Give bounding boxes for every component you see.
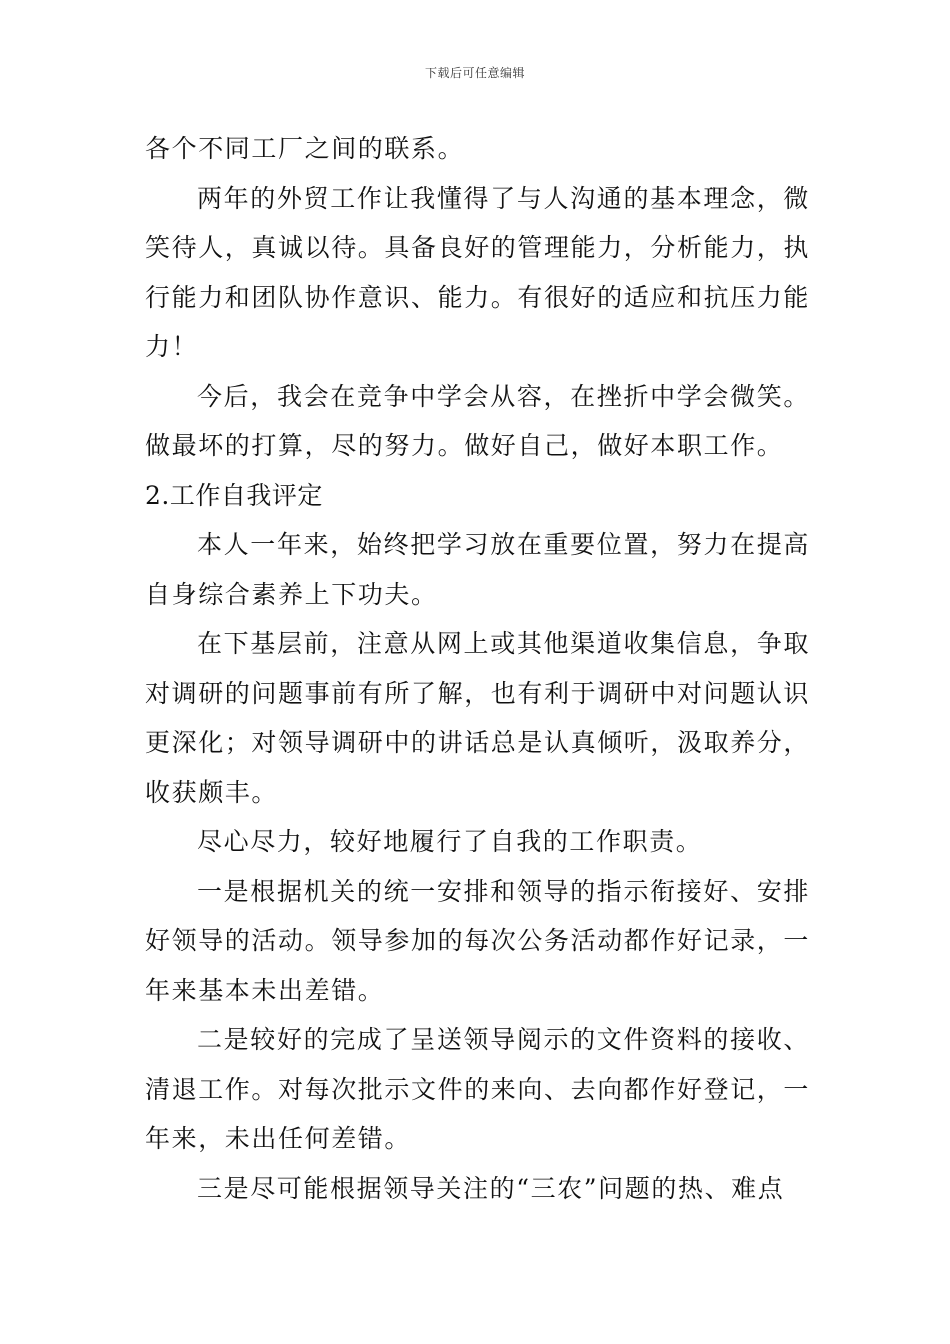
paragraph-foreign-trade: 两年的外贸工作让我懂得了与人沟通的基本理念，微笑待人，真诚以待。具备良好的管理能力，分析能力，执行能力和团队协作意识、能力。有很好的适应和抗压力能力！ bbox=[145, 183, 811, 361]
paragraph-point-one: 一是根据机关的统一安排和领导的指示衔接好、安排好领导的活动。领导参加的每次公务活动都作好记录，一年来基本未出差错。 bbox=[145, 876, 811, 1005]
paragraph-study: 本人一年来，始终把学习放在重要位置，努力在提高自身综合素养上下功夫。 bbox=[145, 530, 810, 609]
page-header: 下载后可任意编辑 bbox=[424, 66, 525, 80]
section-heading: 2.工作自我评定 bbox=[145, 480, 323, 510]
document-body bbox=[145, 124, 810, 1213]
paragraph-point-three: 三是尽可能根据领导关注的“三农”问题的热、难点 bbox=[197, 1173, 785, 1203]
paragraph-research: 在下基层前，注意从网上或其他渠道收集信息，争取对调研的问题事前有所了解，也有利于调研中对问题认识更深化；对领导调研中的讲话总是认真倾听，汲取养分，收获颇丰。 bbox=[145, 629, 811, 807]
paragraph-duty: 尽心尽力，较好地履行了自我的工作职责。 bbox=[197, 827, 703, 856]
paragraph-continuation: 各个不同工厂之间的联系。 bbox=[145, 134, 465, 163]
paragraph-future: 今后，我会在竞争中学会从容，在挫折中学会微笑。做最坏的打算，尽的努力。做好自己，做好本职工作。 bbox=[145, 381, 810, 460]
paragraph-point-two: 二是较好的完成了呈送领导阅示的文件资料的接收、清退工作。对每次批示文件的来向、去向都作好登记，一年来，未出任何差错。 bbox=[145, 1025, 811, 1153]
